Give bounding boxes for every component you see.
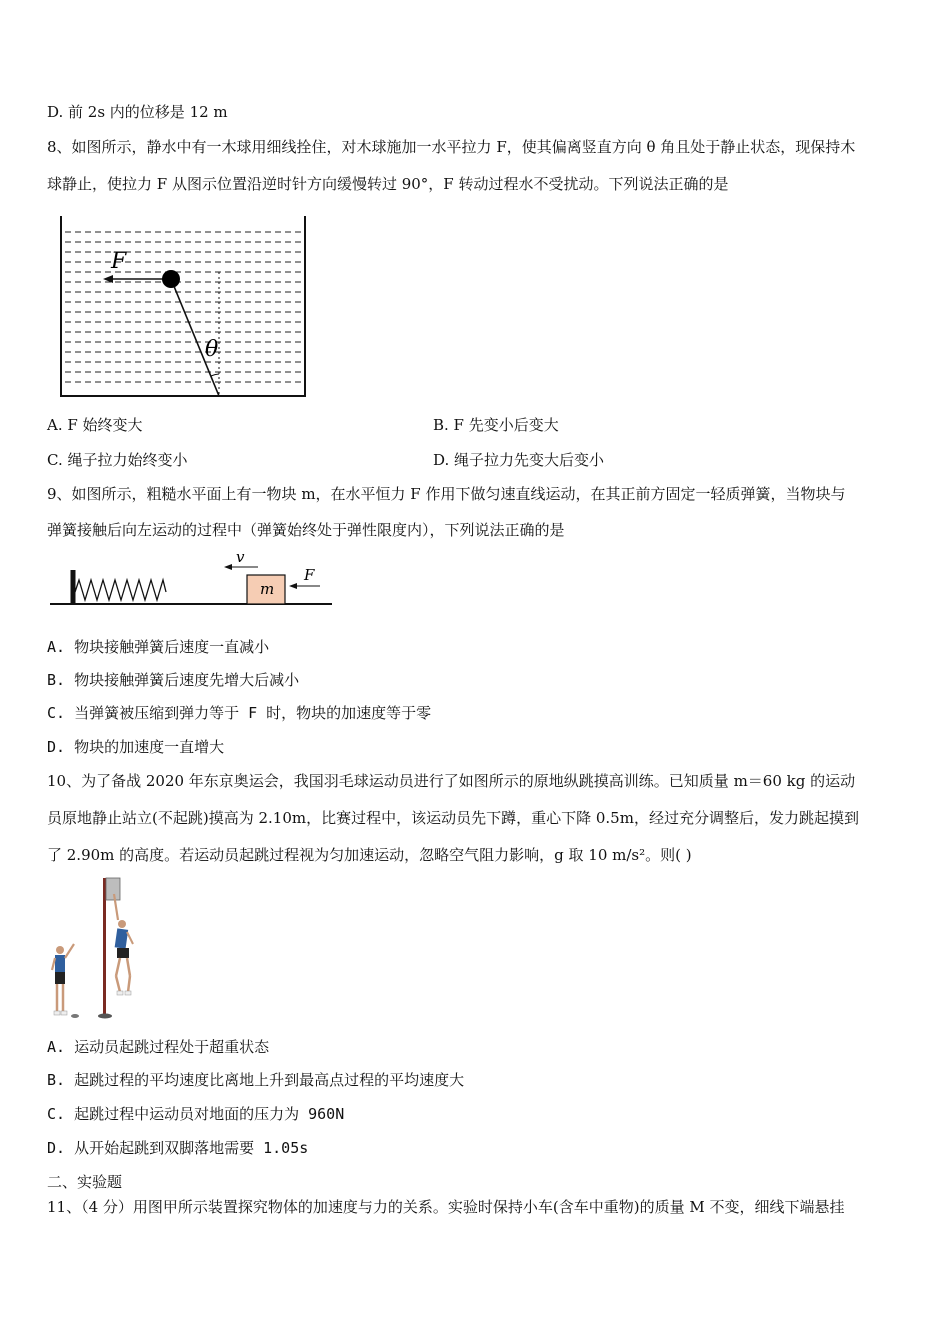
floor-item — [71, 1014, 79, 1018]
jumping-athlete — [114, 894, 133, 995]
measuring-pole — [103, 878, 106, 1014]
force-arrow-head — [289, 583, 297, 589]
standing-athlete — [52, 944, 74, 1015]
q8-option-a: A. F 始终变大 — [47, 416, 143, 434]
q8-stem-line2: 球静止，使拉力 F 从图示位置沿逆时针方向缓慢转过 90°，F 转动过程水不受扰动。下列说法正确的是 — [47, 175, 729, 193]
angle-label: θ — [205, 337, 219, 362]
velocity-label: v — [236, 548, 245, 566]
q8-option-d: D. 绳子拉力先变大后变小 — [433, 451, 605, 469]
section-title: 二、实验题 — [47, 1173, 123, 1191]
mass-label: m — [260, 580, 275, 598]
pole-base — [98, 1014, 112, 1019]
force-label: F — [111, 249, 127, 274]
q10-stem-line3: 了 2.90m 的高度。若运动员起跳过程视为匀加速运动，忽略空气阻力影响，g 取 10 m/s²。则( ) — [47, 846, 692, 864]
q10-option-c: C. 起跳过程中运动员对地面的压力为 960N — [47, 1105, 345, 1123]
spring — [75, 580, 166, 600]
force-label: F — [304, 566, 315, 584]
q10-stem-line1: 10、为了备战 2020 年东京奥运会，我国羽毛球运动员进行了如图所示的原地纵跳摸高训练。已知质量 m＝60 kg 的运动 — [47, 772, 856, 790]
angle-arc — [211, 374, 219, 376]
q9-figure-spring-block — [48, 548, 338, 618]
reach-board — [106, 878, 120, 900]
q7-option-d: D. 前 2s 内的位移是 12 m — [47, 103, 228, 121]
q9-option-a: A. 物块接触弹簧后速度一直减小 — [47, 638, 270, 656]
q8-option-c: C. 绳子拉力始终变小 — [47, 451, 188, 469]
q8-stem-line1: 8、如图所示，静水中有一木球用细线拴住，对木球施加一水平拉力 F，使其偏离竖直方向 θ 角且处于静止状态，现保持木 — [47, 138, 856, 156]
q9-option-d: D. 物块的加速度一直增大 — [47, 738, 225, 756]
q10-figure-jump-reach — [48, 872, 148, 1024]
q10-option-a: A. 运动员起跳过程处于超重状态 — [47, 1038, 270, 1056]
q8-option-b: B. F 先变小后变大 — [433, 416, 559, 434]
q10-option-d: D. 从开始起跳到双脚落地需要 1.05s — [47, 1139, 309, 1157]
q10-stem-line2: 员原地静止站立(不起跳)摸高为 2.10m，比赛过程中，该运动员先下蹲，重心下降 0.5m，经过充分调整后，发力跳起摸到 — [47, 809, 859, 827]
q10-option-b: B. 起跳过程的平均速度比离地上升到最高点过程的平均速度大 — [47, 1071, 465, 1089]
q9-option-c: C. 当弹簧被压缩到弹力等于 F 时，物块的加速度等于零 — [47, 704, 432, 722]
wooden-ball — [162, 270, 180, 288]
q9-stem-line2: 弹簧接触后向左运动的过程中（弹簧始终处于弹性限度内），下列说法正确的是 — [47, 521, 565, 539]
q8-figure-water-tank — [55, 212, 315, 402]
q11-stem-line1: 11、（4 分）用图甲所示装置探究物体的加速度与力的关系。实验时保持小车(含车中重物)的质量 M 不变，细线下端悬挂 — [47, 1198, 845, 1216]
velocity-arrow-head — [224, 564, 232, 570]
q9-stem-line1: 9、如图所示，粗糙水平面上有一物块 m，在水平恒力 F 作用下做匀速直线运动，在其正前方固定一轻质弹簧，当物块与 — [47, 485, 846, 503]
q9-option-b: B. 物块接触弹簧后速度先增大后减小 — [47, 671, 300, 689]
tank-walls — [61, 216, 305, 396]
